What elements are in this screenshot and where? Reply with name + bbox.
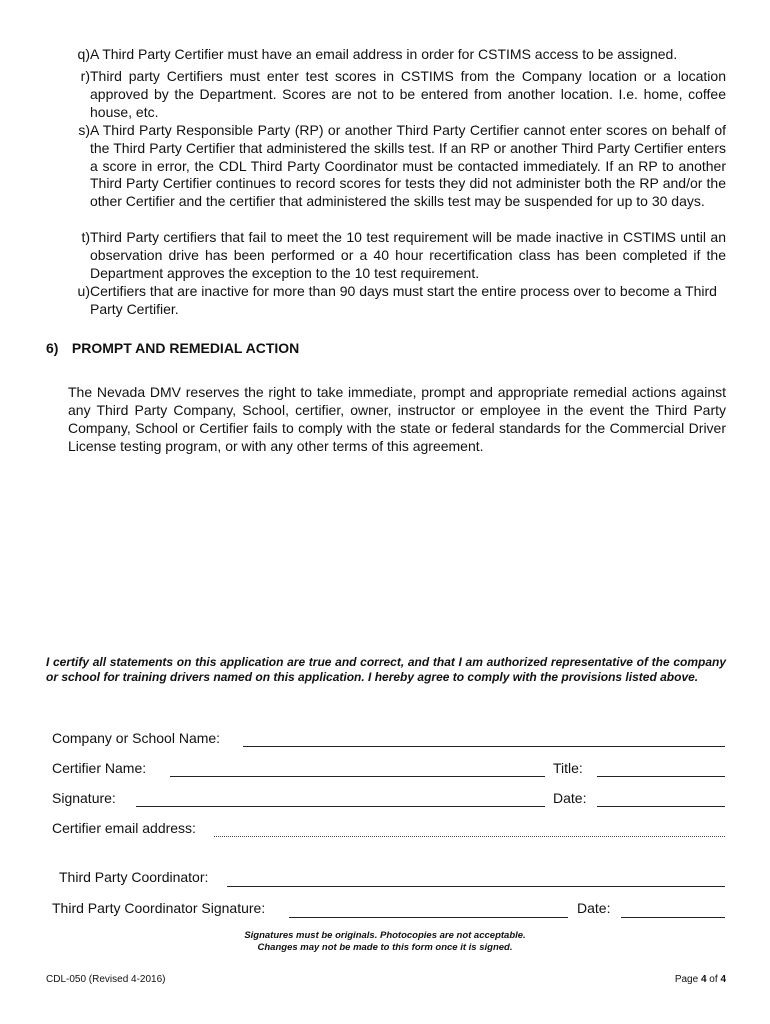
section-body: The Nevada DMV reserves the right to take immediate, prompt and appropriate remedial actions against any Third Party Company, School, certifier, owner, instructor or employee in the event the Third Party Company, School or Certifier fails to comply with the state or federal standards for the Commercial Driver License testing program, or with any other terms of this agreement. — [68, 384, 726, 454]
certifier-name-field[interactable] — [170, 776, 545, 777]
certifier-email-field[interactable] — [214, 836, 725, 837]
section-heading — [46, 340, 299, 356]
list-marker: s) — [78, 122, 90, 138]
title-label: Title: — [553, 760, 583, 776]
signature-field[interactable] — [136, 806, 545, 807]
coordinator-field[interactable] — [227, 886, 725, 887]
certifier-email-label: Certifier email address: — [52, 820, 196, 836]
section-number: 6) — [46, 340, 59, 356]
date-field[interactable] — [597, 806, 725, 807]
list-item-text: Third Party certifiers that fail to meet the 10 test requirement will be made inactive in CSTIMS until an observation drive has been performed or a 40 hour recertification class has been completed if the Department approves the exception to the 10 test requirement. — [90, 229, 726, 281]
list-marker: q) — [77, 46, 90, 62]
list-item-text: A Third Party Responsible Party (RP) or another Third Party Certifier cannot enter scores on behalf of the Third Party Certifier that administered the skills test. If an RP or another Third Party Certifier enters a score in error, the CDL Third Party Coordinator must be contacted immediately. If an RP to another Third Party Certifier continues to record scores for tests they did not administer both the RP and/or the other Certifier and the certifier that administered the skills test may be suspended for up to 30 days. — [90, 122, 726, 210]
date-label: Date: — [553, 790, 587, 806]
company-name-field[interactable] — [243, 746, 725, 747]
page-of: of — [706, 974, 721, 985]
page-number — [675, 974, 726, 985]
list-marker: t) — [81, 229, 90, 245]
signature-note: Signatures must be originals. Photocopies are not acceptable. — [244, 930, 526, 941]
changes-note: Changes may not be made to this form once it is signed. — [257, 942, 513, 953]
page-current: 4 — [700, 974, 707, 985]
section-title: PROMPT AND REMEDIAL ACTION — [71, 340, 300, 356]
page-total: 4 — [720, 974, 726, 985]
coordinator-signature-label: Third Party Coordinator Signature: — [52, 900, 266, 916]
coordinator-date-field[interactable] — [621, 917, 725, 918]
signature-label: Signature: — [52, 790, 116, 806]
certifier-name-label: Certifier Name: — [52, 760, 147, 776]
list-item-text: A Third Party Certifier must have an email address in order for CSTIMS access to be assigned. — [90, 46, 678, 62]
certification-statement: I certify all statements on this application are true and correct, and that I am authorized representative of the company or school for training drivers named on this application. I hereby agree to comply with the provisions listed above. — [46, 655, 726, 684]
page-prefix: Page — [674, 974, 701, 985]
coordinator-date-label: Date: — [577, 900, 611, 916]
coordinator-signature-field[interactable] — [289, 917, 568, 918]
form-id: CDL-050 (Revised 4-2016) — [46, 974, 166, 985]
title-field[interactable] — [597, 776, 725, 777]
list-item-text: Certifiers that are inactive for more than 90 days must start the entire process over to become a Third Party Certifier. — [90, 283, 717, 317]
coordinator-label: Third Party Coordinator: — [59, 869, 209, 885]
list-marker: r) — [80, 68, 90, 84]
list-item-text: Third party Certifiers must enter test scores in CSTIMS from the Company location or a location approved by the Department. Scores are not to be entered from another location. I.e. home, coffee house, etc. — [90, 68, 726, 120]
company-name-label: Company or School Name: — [52, 730, 221, 746]
list-marker: u) — [77, 283, 90, 299]
